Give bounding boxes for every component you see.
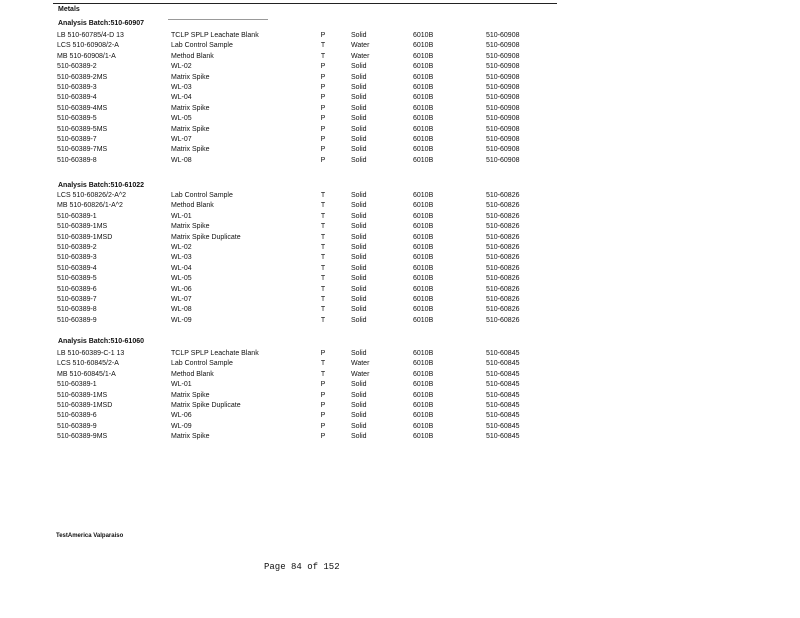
cell-type: WL-09 [171, 316, 192, 324]
cell-batch: 510-60826 [486, 202, 520, 210]
cell-method: 6010B [413, 156, 434, 164]
cell-type: Method Blank [171, 52, 214, 60]
cell-batch: 510-60845 [486, 350, 520, 357]
analysis-batch-title: Analysis Batch:510-61022 [58, 182, 144, 189]
cell-type: WL-06 [171, 285, 192, 293]
cell-type: Matrix Spike [171, 433, 210, 441]
cell-matrix: Solid [351, 202, 367, 210]
table-row [0, 305, 800, 315]
cell-method: 6010B [413, 306, 434, 314]
cell-method: 6010B [413, 381, 434, 389]
table-row [0, 243, 800, 253]
cell-batch: 510-60908 [486, 136, 520, 143]
cell-code: P [320, 73, 326, 81]
cell-method: 6010B [413, 244, 434, 251]
cell-method: 6010B [413, 212, 434, 220]
cell-id: 510-60389-6 [57, 412, 97, 420]
cell-code: T [320, 275, 326, 283]
cell-batch: 510-60826 [486, 296, 520, 303]
cell-code: P [320, 32, 326, 39]
cell-type: WL-01 [171, 212, 192, 220]
cell-method: 6010B [413, 84, 434, 91]
cell-type: WL-06 [171, 412, 192, 420]
cell-code: T [320, 244, 326, 251]
cell-type: WL-09 [171, 422, 192, 430]
table-row [0, 73, 800, 83]
cell-code: P [320, 115, 326, 123]
cell-matrix: Solid [351, 275, 367, 283]
cell-id: 510-60389-1MSD [57, 233, 113, 241]
cell-id: 510-60389-8 [57, 306, 97, 314]
cell-code: P [320, 350, 326, 357]
cell-method: 6010B [413, 94, 434, 102]
cell-type: WL-05 [171, 275, 192, 283]
cell-code: P [320, 433, 326, 441]
cell-type: WL-05 [171, 115, 192, 123]
cell-method: 6010B [413, 63, 434, 71]
cell-matrix: Solid [351, 254, 367, 262]
table-row [0, 62, 800, 72]
cell-id: LCS 510-60908/2-A [57, 42, 119, 50]
cell-type: WL-02 [171, 63, 192, 71]
cell-type: WL-02 [171, 244, 192, 251]
cell-type: WL-08 [171, 306, 192, 314]
table-row [0, 93, 800, 103]
cell-batch: 510-60845 [486, 422, 520, 430]
cell-code: T [320, 254, 326, 262]
table-row [0, 52, 800, 62]
cell-matrix: Water [351, 370, 370, 378]
cell-code: P [320, 381, 326, 389]
cell-batch: 510-60826 [486, 223, 520, 231]
cell-method: 6010B [413, 433, 434, 441]
cell-type: WL-03 [171, 254, 192, 262]
table-row [0, 411, 800, 421]
cell-id: MB 510-60826/1-A^2 [57, 202, 123, 210]
cell-id: 510-60389-3 [57, 254, 97, 262]
cell-code: P [320, 402, 326, 409]
cell-code: T [320, 316, 326, 324]
cell-batch: 510-60908 [486, 73, 520, 81]
cell-id: 510-60389-6 [57, 285, 97, 293]
cell-code: T [320, 296, 326, 303]
cell-matrix: Solid [351, 32, 367, 39]
cell-id: LB 510-60389-C-1 13 [57, 350, 125, 357]
cell-id: 510-60389-9MS [57, 433, 108, 441]
table-row [0, 104, 800, 114]
cell-method: 6010B [413, 233, 434, 241]
cell-type: TCLP SPLP Leachate Blank [171, 350, 259, 357]
cell-id: 510-60389-1MS [57, 391, 108, 399]
cell-matrix: Solid [351, 264, 367, 272]
cell-batch: 510-60908 [486, 94, 520, 102]
table-row [0, 145, 800, 155]
cell-matrix: Water [351, 42, 370, 50]
analysis-batch-title: Analysis Batch:510-60907 [58, 20, 144, 27]
cell-matrix: Solid [351, 73, 367, 81]
cell-method: 6010B [413, 125, 434, 133]
cell-batch: 510-60845 [486, 381, 520, 389]
cell-code: T [320, 233, 326, 241]
cell-code: P [320, 422, 326, 430]
cell-code: T [320, 202, 326, 210]
cell-id: 510-60389-9 [57, 316, 97, 324]
table-row [0, 401, 800, 411]
cell-matrix: Solid [351, 296, 367, 303]
cell-code: P [320, 146, 326, 154]
cell-code: T [320, 192, 326, 199]
cell-batch: 510-60908 [486, 146, 520, 154]
table-row [0, 316, 800, 326]
cell-type: Method Blank [171, 370, 214, 378]
cell-matrix: Solid [351, 84, 367, 91]
cell-id: 510-60389-2 [57, 244, 97, 251]
table-row [0, 349, 800, 359]
cell-code: T [320, 212, 326, 220]
cell-id: 510-60389-8 [57, 156, 97, 164]
cell-type: Matrix Spike [171, 125, 210, 133]
table-row [0, 191, 800, 201]
cell-matrix: Solid [351, 125, 367, 133]
cell-batch: 510-60908 [486, 104, 520, 112]
cell-id: 510-60389-3 [57, 84, 97, 91]
cell-batch: 510-60908 [486, 32, 520, 39]
cell-id: 510-60389-1MSD [57, 402, 113, 409]
table-row [0, 222, 800, 232]
cell-type: Lab Control Sample [171, 42, 233, 50]
cell-type: Lab Control Sample [171, 360, 233, 368]
cell-type: WL-07 [171, 296, 192, 303]
cell-type: Matrix Spike [171, 73, 210, 81]
cell-method: 6010B [413, 275, 434, 283]
table-row [0, 380, 800, 390]
cell-method: 6010B [413, 42, 434, 50]
cell-code: T [320, 285, 326, 293]
cell-type: WL-03 [171, 84, 192, 91]
cell-batch: 510-60845 [486, 360, 520, 368]
cell-id: 510-60389-5MS [57, 125, 108, 133]
cell-batch: 510-60908 [486, 84, 520, 91]
cell-matrix: Solid [351, 244, 367, 251]
cell-type: Matrix Spike [171, 104, 210, 112]
cell-method: 6010B [413, 73, 434, 81]
cell-id: 510-60389-5 [57, 115, 97, 123]
cell-batch: 510-60826 [486, 285, 520, 293]
cell-code: P [320, 104, 326, 112]
table-row [0, 201, 800, 211]
cell-method: 6010B [413, 264, 434, 272]
cell-batch: 510-60908 [486, 52, 520, 60]
table-row [0, 31, 800, 41]
table-row [0, 264, 800, 274]
cell-id: 510-60389-1 [57, 381, 97, 389]
cell-batch: 510-60826 [486, 316, 520, 324]
cell-matrix: Solid [351, 233, 367, 241]
cell-batch: 510-60908 [486, 42, 520, 50]
cell-method: 6010B [413, 296, 434, 303]
cell-code: T [320, 306, 326, 314]
cell-matrix: Solid [351, 136, 367, 143]
cell-matrix: Solid [351, 223, 367, 231]
cell-id: 510-60389-2MS [57, 73, 108, 81]
cell-method: 6010B [413, 402, 434, 409]
table-row [0, 135, 800, 145]
cell-id: 510-60389-4 [57, 94, 97, 102]
cell-method: 6010B [413, 223, 434, 231]
page-number: Page 84 of 152 [264, 562, 340, 572]
table-row [0, 83, 800, 93]
cell-matrix: Solid [351, 156, 367, 164]
cell-type: WL-01 [171, 381, 192, 389]
cell-batch: 510-60845 [486, 391, 520, 399]
table-row [0, 391, 800, 401]
cell-batch: 510-60826 [486, 233, 520, 241]
cell-method: 6010B [413, 412, 434, 420]
cell-matrix: Water [351, 52, 370, 60]
cell-code: T [320, 42, 326, 50]
cell-id: 510-60389-9 [57, 422, 97, 430]
cell-batch: 510-60845 [486, 433, 520, 441]
cell-id: 510-60389-2 [57, 63, 97, 71]
cell-matrix: Solid [351, 433, 367, 441]
cell-code: P [320, 94, 326, 102]
cell-id: 510-60389-7 [57, 136, 97, 143]
cell-matrix: Solid [351, 422, 367, 430]
cell-method: 6010B [413, 115, 434, 123]
cell-batch: 510-60845 [486, 370, 520, 378]
cell-matrix: Solid [351, 94, 367, 102]
cell-matrix: Solid [351, 285, 367, 293]
cell-method: 6010B [413, 104, 434, 112]
cell-code: T [320, 264, 326, 272]
cell-method: 6010B [413, 360, 434, 368]
table-row [0, 274, 800, 284]
cell-matrix: Solid [351, 306, 367, 314]
header-underline [168, 19, 268, 20]
cell-type: Lab Control Sample [171, 192, 233, 199]
cell-matrix: Water [351, 360, 370, 368]
cell-method: 6010B [413, 370, 434, 378]
cell-method: 6010B [413, 192, 434, 199]
table-row [0, 370, 800, 380]
table-row [0, 422, 800, 432]
cell-matrix: Solid [351, 146, 367, 154]
table-row [0, 125, 800, 135]
cell-batch: 510-60908 [486, 125, 520, 133]
cell-type: TCLP SPLP Leachate Blank [171, 32, 259, 39]
cell-method: 6010B [413, 391, 434, 399]
cell-type: WL-04 [171, 264, 192, 272]
cell-id: 510-60389-7MS [57, 146, 108, 154]
cell-code: P [320, 125, 326, 133]
cell-type: WL-07 [171, 136, 192, 143]
cell-code: P [320, 156, 326, 164]
cell-batch: 510-60826 [486, 244, 520, 251]
cell-type: Matrix Spike Duplicate [171, 402, 241, 409]
cell-code: T [320, 370, 326, 378]
cell-method: 6010B [413, 146, 434, 154]
cell-matrix: Solid [351, 192, 367, 199]
cell-type: Matrix Spike Duplicate [171, 233, 241, 241]
cell-id: 510-60389-1 [57, 212, 97, 220]
cell-type: Matrix Spike [171, 391, 210, 399]
cell-code: P [320, 412, 326, 420]
cell-type: Matrix Spike [171, 146, 210, 154]
cell-id: LCS 510-60826/2-A^2 [57, 192, 127, 199]
cell-id: 510-60389-5 [57, 275, 97, 283]
cell-batch: 510-60826 [486, 192, 520, 199]
cell-code: P [320, 136, 326, 143]
table-row [0, 156, 800, 166]
cell-batch: 510-60826 [486, 306, 520, 314]
cell-code: T [320, 360, 326, 368]
cell-id: 510-60389-7 [57, 296, 97, 303]
cell-batch: 510-60826 [486, 264, 520, 272]
cell-code: P [320, 84, 326, 91]
cell-batch: 510-60908 [486, 63, 520, 71]
cell-code: T [320, 52, 326, 60]
top-rule [53, 3, 557, 4]
cell-method: 6010B [413, 32, 434, 39]
cell-method: 6010B [413, 422, 434, 430]
table-row [0, 432, 800, 442]
cell-batch: 510-60908 [486, 115, 520, 123]
cell-code: P [320, 391, 326, 399]
cell-matrix: Solid [351, 412, 367, 420]
cell-batch: 510-60908 [486, 156, 520, 164]
cell-batch: 510-60845 [486, 412, 520, 420]
cell-method: 6010B [413, 350, 434, 357]
cell-type: WL-04 [171, 94, 192, 102]
cell-matrix: Solid [351, 350, 367, 357]
cell-code: T [320, 223, 326, 231]
cell-method: 6010B [413, 202, 434, 210]
cell-method: 6010B [413, 285, 434, 293]
table-row [0, 233, 800, 243]
cell-matrix: Solid [351, 115, 367, 123]
lab-name: TestAmerica Valparaiso [56, 533, 124, 539]
cell-matrix: Solid [351, 402, 367, 409]
cell-id: 510-60389-4 [57, 264, 97, 272]
cell-id: MB 510-60845/1-A [57, 370, 116, 378]
table-row [0, 114, 800, 124]
cell-method: 6010B [413, 136, 434, 143]
cell-matrix: Solid [351, 104, 367, 112]
cell-batch: 510-60845 [486, 402, 520, 409]
cell-batch: 510-60826 [486, 275, 520, 283]
cell-id: 510-60389-4MS [57, 104, 108, 112]
cell-batch: 510-60826 [486, 212, 520, 220]
cell-method: 6010B [413, 52, 434, 60]
cell-code: P [320, 63, 326, 71]
table-row [0, 212, 800, 222]
cell-id: 510-60389-1MS [57, 223, 108, 231]
cell-matrix: Solid [351, 316, 367, 324]
cell-id: LCS 510-60845/2-A [57, 360, 119, 368]
cell-matrix: Solid [351, 212, 367, 220]
cell-matrix: Solid [351, 391, 367, 399]
cell-type: WL-08 [171, 156, 192, 164]
cell-type: Matrix Spike [171, 223, 210, 231]
cell-method: 6010B [413, 254, 434, 262]
table-row [0, 41, 800, 51]
cell-matrix: Solid [351, 63, 367, 71]
cell-method: 6010B [413, 316, 434, 324]
analysis-batch-title: Analysis Batch:510-61060 [58, 338, 144, 345]
cell-id: LB 510-60785/4-D 13 [57, 32, 124, 39]
table-row [0, 285, 800, 295]
section-title: Metals [58, 6, 80, 13]
cell-type: Method Blank [171, 202, 214, 210]
table-row [0, 359, 800, 369]
cell-matrix: Solid [351, 381, 367, 389]
cell-batch: 510-60826 [486, 254, 520, 262]
cell-id: MB 510-60908/1-A [57, 52, 116, 60]
table-row [0, 295, 800, 305]
table-row [0, 253, 800, 263]
